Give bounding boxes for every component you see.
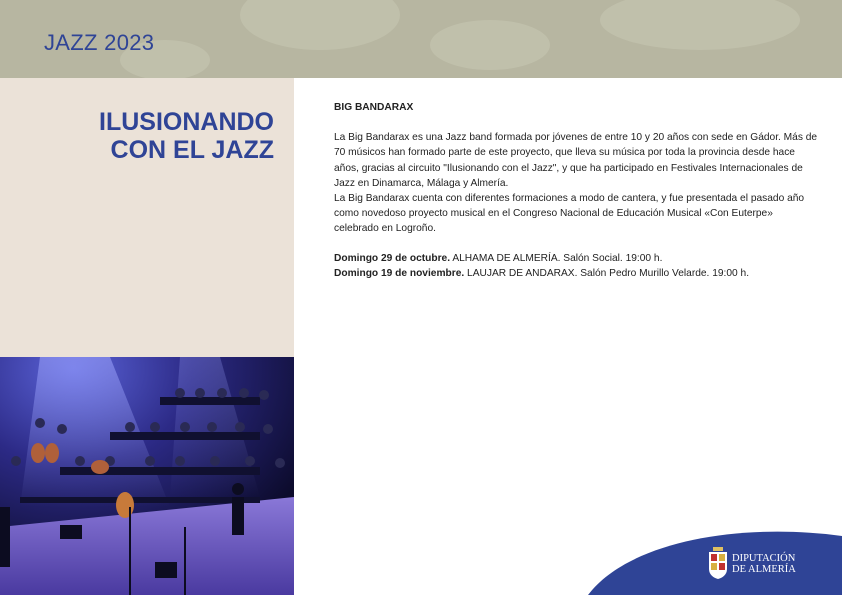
event-line-1 bbox=[334, 251, 819, 266]
event-details-2: LAUJAR DE ANDARAX. Salón Pedro Murillo Velarde. 19:00 h. bbox=[464, 267, 750, 279]
band-name: BIG BANDARAX bbox=[334, 102, 414, 113]
header-texture bbox=[430, 20, 550, 70]
description-paragraph-2: La Big Bandarax cuenta con diferentes formaciones a modo de cantera, y fue presentada el pasado año como novedoso proyecto musical en el Congreso Nacional de Educación Musical «Con Euterpe» celebrado en Logroño. bbox=[334, 193, 805, 235]
description-paragraph-1: La Big Bandarax es una Jazz band formada por jóvenes de entre 10 y 20 años con sede en Gádor. Más de 70 músicos han formado parte de este proyecto, que lleva su música por toda la provincia desde hace años, gracias al circuito "Ilusionando con el Jazz", y que ha participado en Festivales Internacionales de Jazz en Dinamarca, Málaga y Almería. bbox=[334, 132, 818, 189]
title-panel bbox=[0, 78, 294, 357]
event-description bbox=[334, 100, 819, 281]
header-banner bbox=[0, 0, 842, 78]
page-title-line-1: ILUSIONANDO bbox=[99, 108, 274, 136]
logo-line-2: DE ALMERÍA bbox=[732, 564, 796, 575]
header-texture bbox=[600, 0, 800, 50]
page-title-line-2: CON EL JAZZ bbox=[110, 136, 274, 164]
event-date-1: Domingo 29 de octubre. bbox=[334, 252, 451, 264]
institution-logo-text bbox=[732, 553, 796, 575]
header-texture bbox=[240, 0, 400, 50]
page-title bbox=[99, 108, 274, 164]
logo-line-1: DIPUTACIÓN bbox=[732, 553, 796, 564]
concert-photo bbox=[0, 357, 294, 595]
event-details-1: ALHAMA DE ALMERÍA. Salón Social. 19:00 h. bbox=[450, 252, 663, 264]
event-line-2 bbox=[334, 266, 819, 281]
event-date-2: Domingo 19 de noviembre. bbox=[334, 267, 465, 279]
concert-photo-illustration bbox=[0, 357, 294, 595]
header-title: JAZZ 2023 bbox=[44, 30, 155, 55]
coat-of-arms-icon bbox=[708, 547, 728, 579]
